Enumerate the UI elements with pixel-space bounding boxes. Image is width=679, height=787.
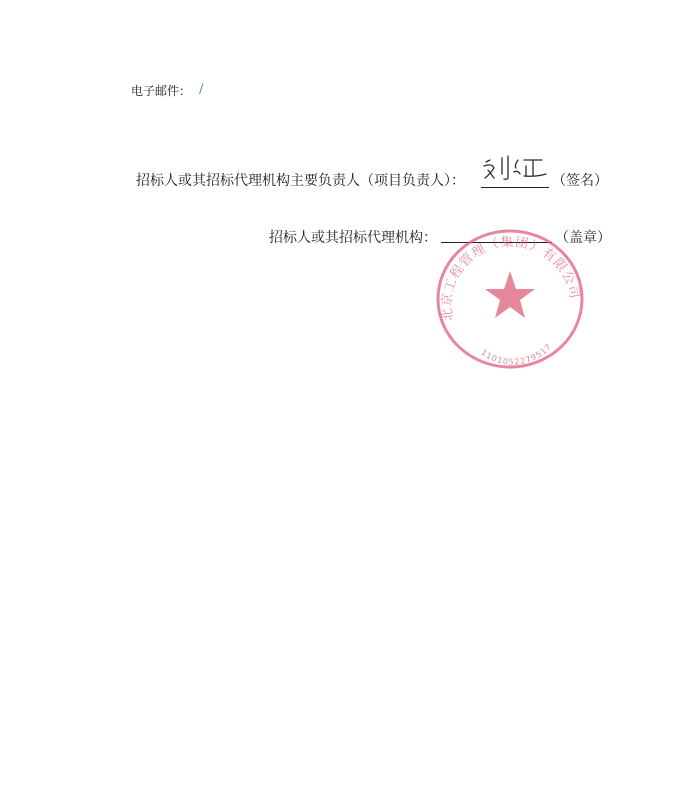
handwritten-signature: [480, 152, 552, 186]
organization-label: 招标人或其招标代理机构：: [269, 230, 437, 246]
signature-line: [481, 187, 549, 188]
svg-text:1101052279517: [479, 342, 553, 367]
signature-suffix: （签名）: [552, 173, 608, 189]
email-value: /: [199, 82, 204, 97]
seal-org-text: 北京工程管理（集团）有限公司: [439, 234, 582, 323]
seal-number: 1101052279517: [479, 341, 554, 367]
responsible-person-label: 招标人或其招标代理机构主要负责人（项目负责人）：: [136, 173, 465, 189]
email-label: 电子邮件：: [131, 84, 192, 98]
seal-suffix: （盖章）: [555, 230, 611, 246]
company-seal-stamp: [432, 225, 588, 373]
